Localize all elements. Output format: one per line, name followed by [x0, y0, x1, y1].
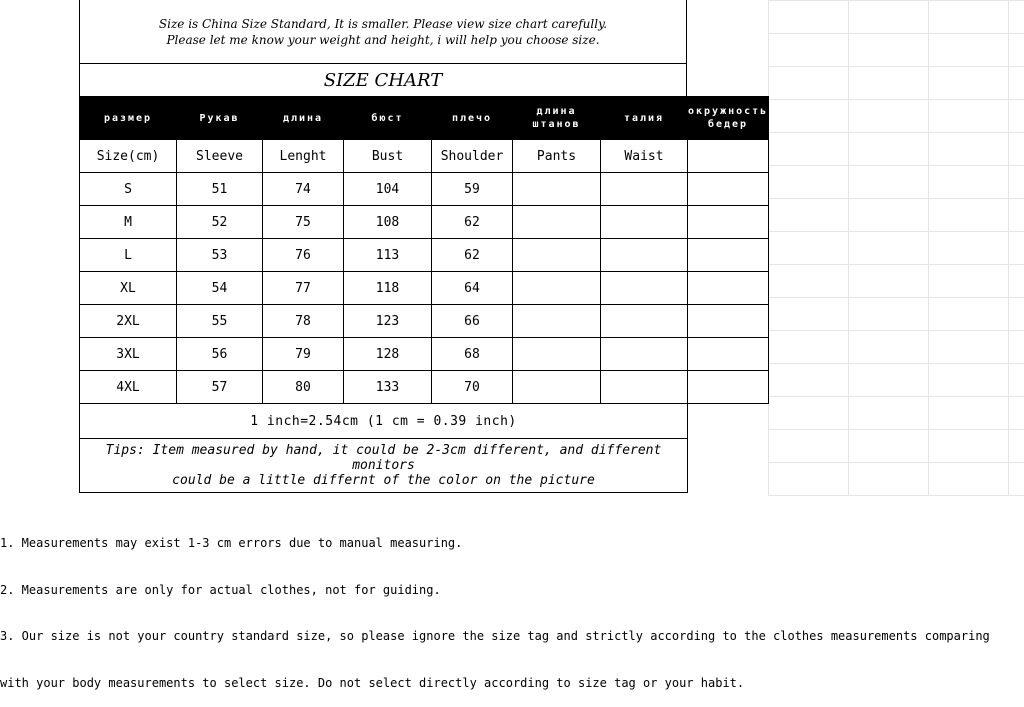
header-ru-bust: бюст — [344, 97, 432, 140]
table-cell: 113 — [344, 239, 432, 272]
size-table — [79, 96, 769, 493]
table-cell — [513, 371, 601, 404]
table-cell — [601, 173, 688, 206]
table-cell: 4XL — [80, 371, 177, 404]
table-row — [80, 305, 769, 338]
table-cell: 75 — [263, 206, 344, 239]
table-row — [80, 371, 769, 404]
table-cell: 2XL — [80, 305, 177, 338]
header-ru-sleeve: Рукав — [177, 97, 263, 140]
header-en-sleeve: Sleeve — [177, 140, 263, 173]
header-ru-waist: талия — [601, 97, 688, 140]
header-en-bust: Bust — [344, 140, 432, 173]
table-cell: 54 — [177, 272, 263, 305]
header-ru-hips: окружность бедер — [688, 97, 769, 140]
table-cell — [513, 206, 601, 239]
table-cell — [601, 371, 688, 404]
table-cell — [601, 239, 688, 272]
table-row — [80, 206, 769, 239]
note-line: 2. Measurements are only for actual clothes, not for guiding. — [0, 582, 441, 597]
table-cell — [688, 272, 769, 305]
table-row — [80, 173, 769, 206]
tips-line-2: could be a little differnt of the color on the picture — [172, 473, 595, 488]
measurement-notes — [0, 505, 1024, 707]
table-cell — [688, 305, 769, 338]
conversion-row — [80, 404, 769, 439]
table-cell: 77 — [263, 272, 344, 305]
table-cell: 62 — [432, 239, 513, 272]
table-cell: 74 — [263, 173, 344, 206]
table-cell: 80 — [263, 371, 344, 404]
table-cell: 108 — [344, 206, 432, 239]
table-cell: 118 — [344, 272, 432, 305]
header-ru-shoulder: плечо — [432, 97, 513, 140]
table-cell — [688, 338, 769, 371]
table-cell — [688, 371, 769, 404]
table-cell — [601, 305, 688, 338]
table-cell: 128 — [344, 338, 432, 371]
table-cell — [513, 338, 601, 371]
intro-line-2: Please let me know your weight and height, i will help you choose size. — [166, 32, 600, 47]
header-ru-length: длина — [263, 97, 344, 140]
table-cell — [513, 305, 601, 338]
table-cell: L — [80, 239, 177, 272]
note-line: 3. Our size is not your country standard size, so please ignore the size tag and strictly according to the clothes measurements comparing — [0, 629, 990, 643]
table-cell: M — [80, 206, 177, 239]
table-cell: 76 — [263, 239, 344, 272]
table-cell — [601, 272, 688, 305]
header-en-shoulder: Shoulder — [432, 140, 513, 173]
table-cell: 68 — [432, 338, 513, 371]
table-row — [80, 272, 769, 305]
table-cell — [688, 239, 769, 272]
table-cell: 78 — [263, 305, 344, 338]
intro-note — [79, 0, 687, 64]
table-cell: 59 — [432, 173, 513, 206]
table-cell — [513, 239, 601, 272]
table-cell — [601, 338, 688, 371]
header-en-size: Size(cm) — [80, 140, 177, 173]
table-cell: 3XL — [80, 338, 177, 371]
tips-row — [80, 439, 769, 493]
table-cell: S — [80, 173, 177, 206]
note-line: with your body measurements to select size. Do not select directly according to size tag or your habit. — [0, 675, 745, 690]
table-cell: 56 — [177, 338, 263, 371]
table-cell: 57 — [177, 371, 263, 404]
header-ru-pants: длина штанов — [513, 97, 601, 140]
table-cell — [513, 173, 601, 206]
table-row — [80, 239, 769, 272]
header-en-hips — [688, 140, 769, 173]
spreadsheet-grid-background — [768, 0, 1024, 496]
size-chart — [79, 0, 768, 496]
english-header-row — [80, 140, 769, 173]
table-cell: 53 — [177, 239, 263, 272]
table-cell: 64 — [432, 272, 513, 305]
tips-note — [80, 439, 688, 493]
tips-line-1: Tips: Item measured by hand, it could be 2-3cm different, and different monitors — [105, 443, 662, 473]
table-cell — [688, 173, 769, 206]
table-cell: 123 — [344, 305, 432, 338]
table-cell: 51 — [177, 173, 263, 206]
table-cell: 55 — [177, 305, 263, 338]
russian-header-row — [80, 97, 769, 140]
note-line: 1. Measurements may exist 1-3 cm errors due to manual measuring. — [0, 536, 463, 550]
chart-title: SIZE CHART — [79, 64, 687, 96]
table-cell: 70 — [432, 371, 513, 404]
table-cell: 104 — [344, 173, 432, 206]
header-en-length: Lenght — [263, 140, 344, 173]
table-cell: 66 — [432, 305, 513, 338]
table-cell — [688, 206, 769, 239]
intro-line-1: Size is China Size Standard, It is smaller. Please view size chart carefully. — [158, 16, 608, 31]
table-cell: 52 — [177, 206, 263, 239]
table-cell — [601, 206, 688, 239]
table-row — [80, 338, 769, 371]
table-cell: 62 — [432, 206, 513, 239]
header-en-pants: Pants — [513, 140, 601, 173]
header-en-waist: Waist — [601, 140, 688, 173]
table-cell — [513, 272, 601, 305]
table-cell: 133 — [344, 371, 432, 404]
unit-conversion-note: 1 inch=2.54cm (1 cm = 0.39 inch) — [80, 404, 688, 439]
table-cell: XL — [80, 272, 177, 305]
table-cell: 79 — [263, 338, 344, 371]
header-ru-size: размер — [80, 97, 177, 140]
